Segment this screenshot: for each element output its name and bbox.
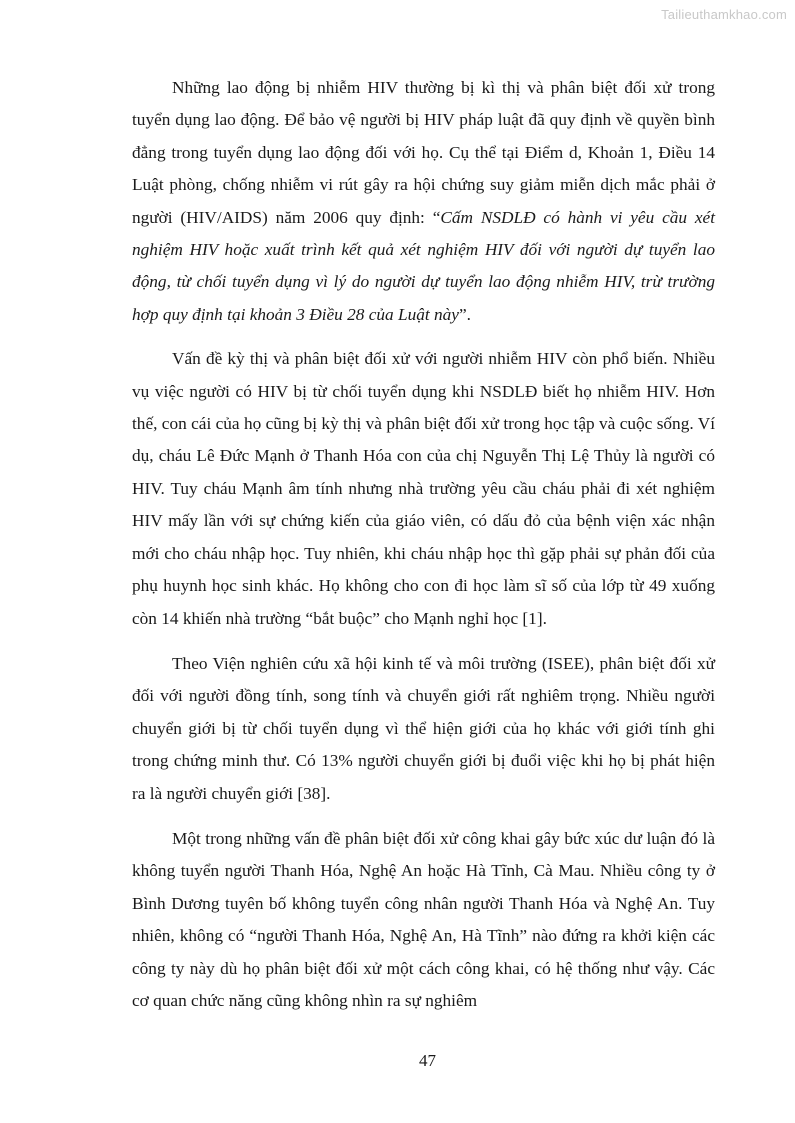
paragraph-isee: Theo Viện nghiên cứu xã hội kinh tế và môi trường (ISEE), phân biệt đối xử đối với người đồng tính, song tính và chuyển giới rất nghiêm trọng. Nhiều người chuyển giới bị từ chối tuyển dụng vì thể hiện giới của họ khác với giới tính ghi trong chứng minh thư. Có 13% người chuyển giới bị đuổi việc khi họ bị phát hiện ra là người chuyển giới [38]. bbox=[132, 653, 715, 803]
paragraph-hiv-law bbox=[132, 72, 715, 331]
document-body bbox=[132, 72, 715, 1030]
paragraph-regional-discrimination: Một trong những vấn đề phân biệt đối xử công khai gây bức xúc dư luận đó là không tuyển người Thanh Hóa, Nghệ An hoặc Hà Tĩnh, Cà Mau. Nhiều công ty ở Bình Dương tuyên bố không tuyển công nhân người Thanh Hóa và Nghệ An. Tuy nhiên, không có “người Thanh Hóa, Nghệ An, Hà Tĩnh” nào đứng ra khởi kiện các công ty này dù họ phân biệt đối xử một cách công khai, có hệ thống như vậy. Các cơ quan chức năng cũng không nhìn ra sự nghiêm bbox=[132, 828, 715, 1010]
paragraph-hiv-law-intro: Những lao động bị nhiễm HIV thường bị kì thị và phân biệt đối xử trong tuyển dụng lao động. Để bảo vệ người bị HIV pháp luật đã quy định về quyền bình đẳng trong tuyển dụng lao động đối với họ. Cụ thể tại Điểm d, Khoản 1, Điều 14 Luật phòng, chống nhiễm vi rút gây ra hội chứng suy giảm miễn dịch mắc phải ở người (HIV/AIDS) năm 2006 quy định: “ bbox=[132, 78, 715, 227]
law-quote: Cấm NSDLĐ có hành vi yêu cầu xét nghiệm HIV hoặc xuất trình kết quả xét nghiệm HIV đối với người dự tuyển lao động, từ chối tuyển dụng vì lý do người dự tuyển lao động nhiễm HIV, trừ trường hợp quy định tại khoản 3 Điều 28 của Luật này bbox=[132, 207, 716, 324]
paragraph-hiv-discrimination: Vấn đề kỳ thị và phân biệt đối xử với người nhiễm HIV còn phổ biến. Nhiều vụ việc người có HIV bị từ chối tuyển dụng khi NSDLĐ biết họ nhiễm HIV. Hơn thế, con cái của họ cũng bị kỳ thị và phân biệt đối xử trong học tập và cuộc sống. Ví dụ, cháu Lê Đức Mạnh ở Thanh Hóa con của chị Nguyễn Thị Lệ Thủy là người có HIV. Tuy cháu Mạnh âm tính nhưng nhà trường yêu cầu cháu phải đi xét nghiệm HIV mấy lần với sự chứng kiến của giáo viên, có dấu đỏ của bệnh viện xác nhận mới cho cháu nhập học. Tuy nhiên, khi cháu nhập học thì gặp phải sự phản đối của phụ huynh học sinh khác. Họ không cho con đi học làm sĩ số của lớp từ 49 xuống còn 14 khiến nhà trường “bắt buộc” cho Mạnh nghỉ học [1]. bbox=[132, 349, 715, 628]
page-number: 47 bbox=[419, 1051, 436, 1070]
watermark: Tailieuthamkhao.com bbox=[661, 7, 787, 22]
paragraph-hiv-law-end: ”. bbox=[458, 304, 471, 324]
